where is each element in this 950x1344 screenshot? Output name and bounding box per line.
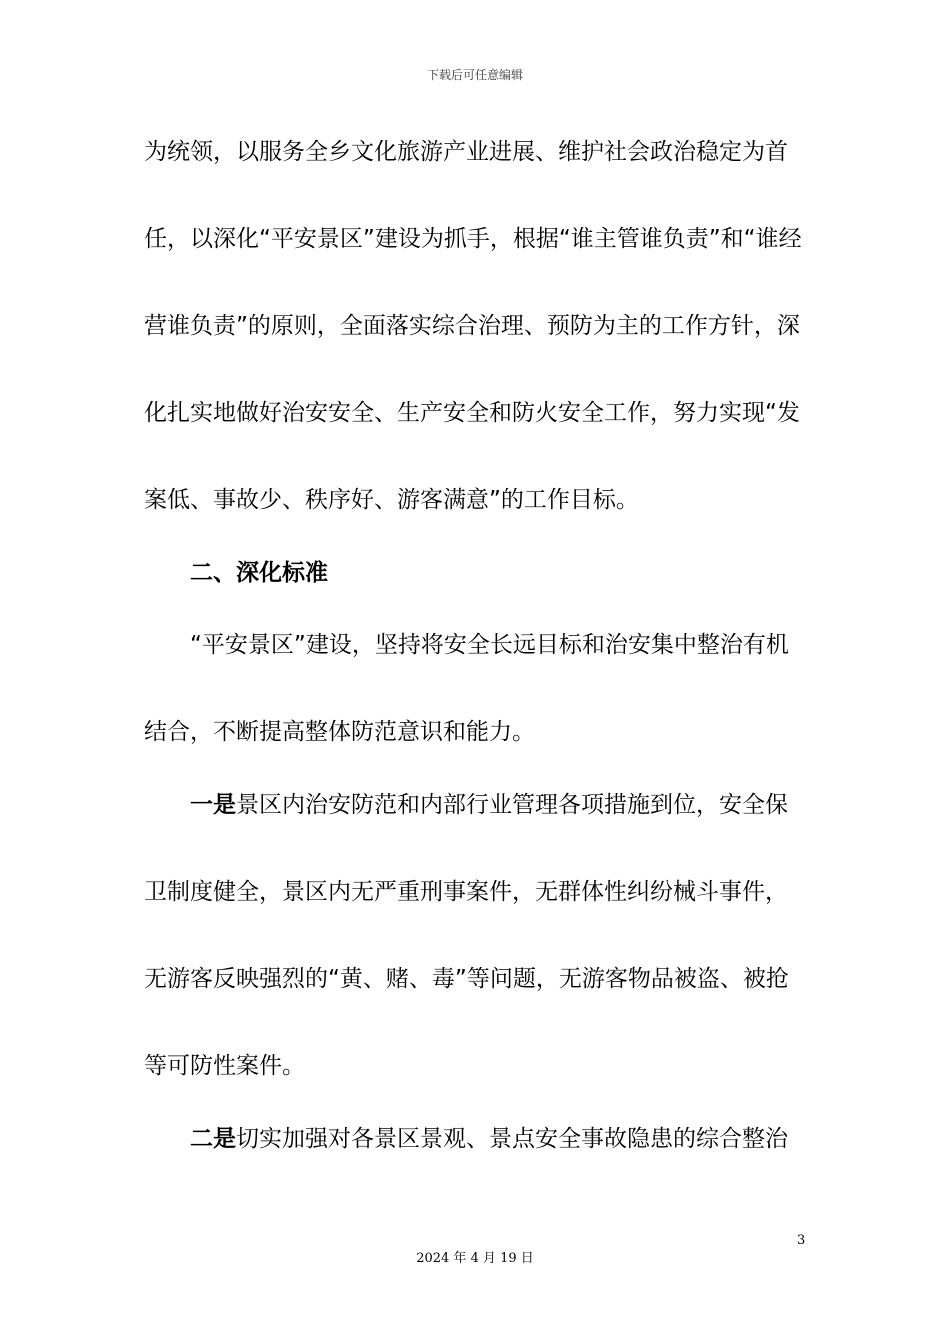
body-text: 切实加强对各景区景观、景点安全事故隐患的综合整治 bbox=[236, 1126, 788, 1152]
body-text: 景区内治安防范和内部行业管理各项措施到位，安全保 bbox=[236, 792, 788, 818]
body-line: 等可防性案件。 bbox=[144, 1053, 305, 1079]
body-line: 营谁负责”的原则，全面落实综合治理、预防为主的工作方针，深 bbox=[144, 313, 800, 339]
body-line: “平安景区”建设，坚持将安全长远目标和治安集中整治有机 bbox=[190, 632, 789, 658]
body-line: 结合，不断提高整体防范意识和能力。 bbox=[144, 719, 535, 745]
body-line bbox=[190, 790, 788, 820]
body-line bbox=[190, 1124, 788, 1154]
paragraph-lead: 二是 bbox=[190, 1126, 236, 1152]
body-line: 案低、事故少、秩序好、游客满意”的工作目标。 bbox=[144, 487, 639, 513]
body-line: 化扎实地做好治安安全、生产安全和防火安全工作，努力实现“发 bbox=[144, 400, 800, 426]
body-line: 任，以深化“平安景区”建设为抓手，根据“谁主管谁负责”和“谁经 bbox=[144, 226, 802, 252]
body-line: 无游客反映强烈的“黄、赌、毒”等问题，无游客物品被盗、被抢 bbox=[144, 966, 789, 992]
body-line: 卫制度健全，景区内无严重刑事案件，无群体性纠纷械斗事件， bbox=[144, 879, 788, 905]
page-header: 下载后可任意编辑 bbox=[426, 68, 523, 82]
page-number: 3 bbox=[797, 1233, 806, 1248]
section-heading: 二、深化标准 bbox=[190, 560, 328, 586]
body-line: 为统领，以服务全乡文化旅游产业进展、维护社会政治稳定为首 bbox=[144, 139, 788, 165]
footer-date: 2024 年 4 月 19 日 bbox=[416, 1251, 534, 1266]
paragraph-lead: 一是 bbox=[190, 792, 236, 818]
